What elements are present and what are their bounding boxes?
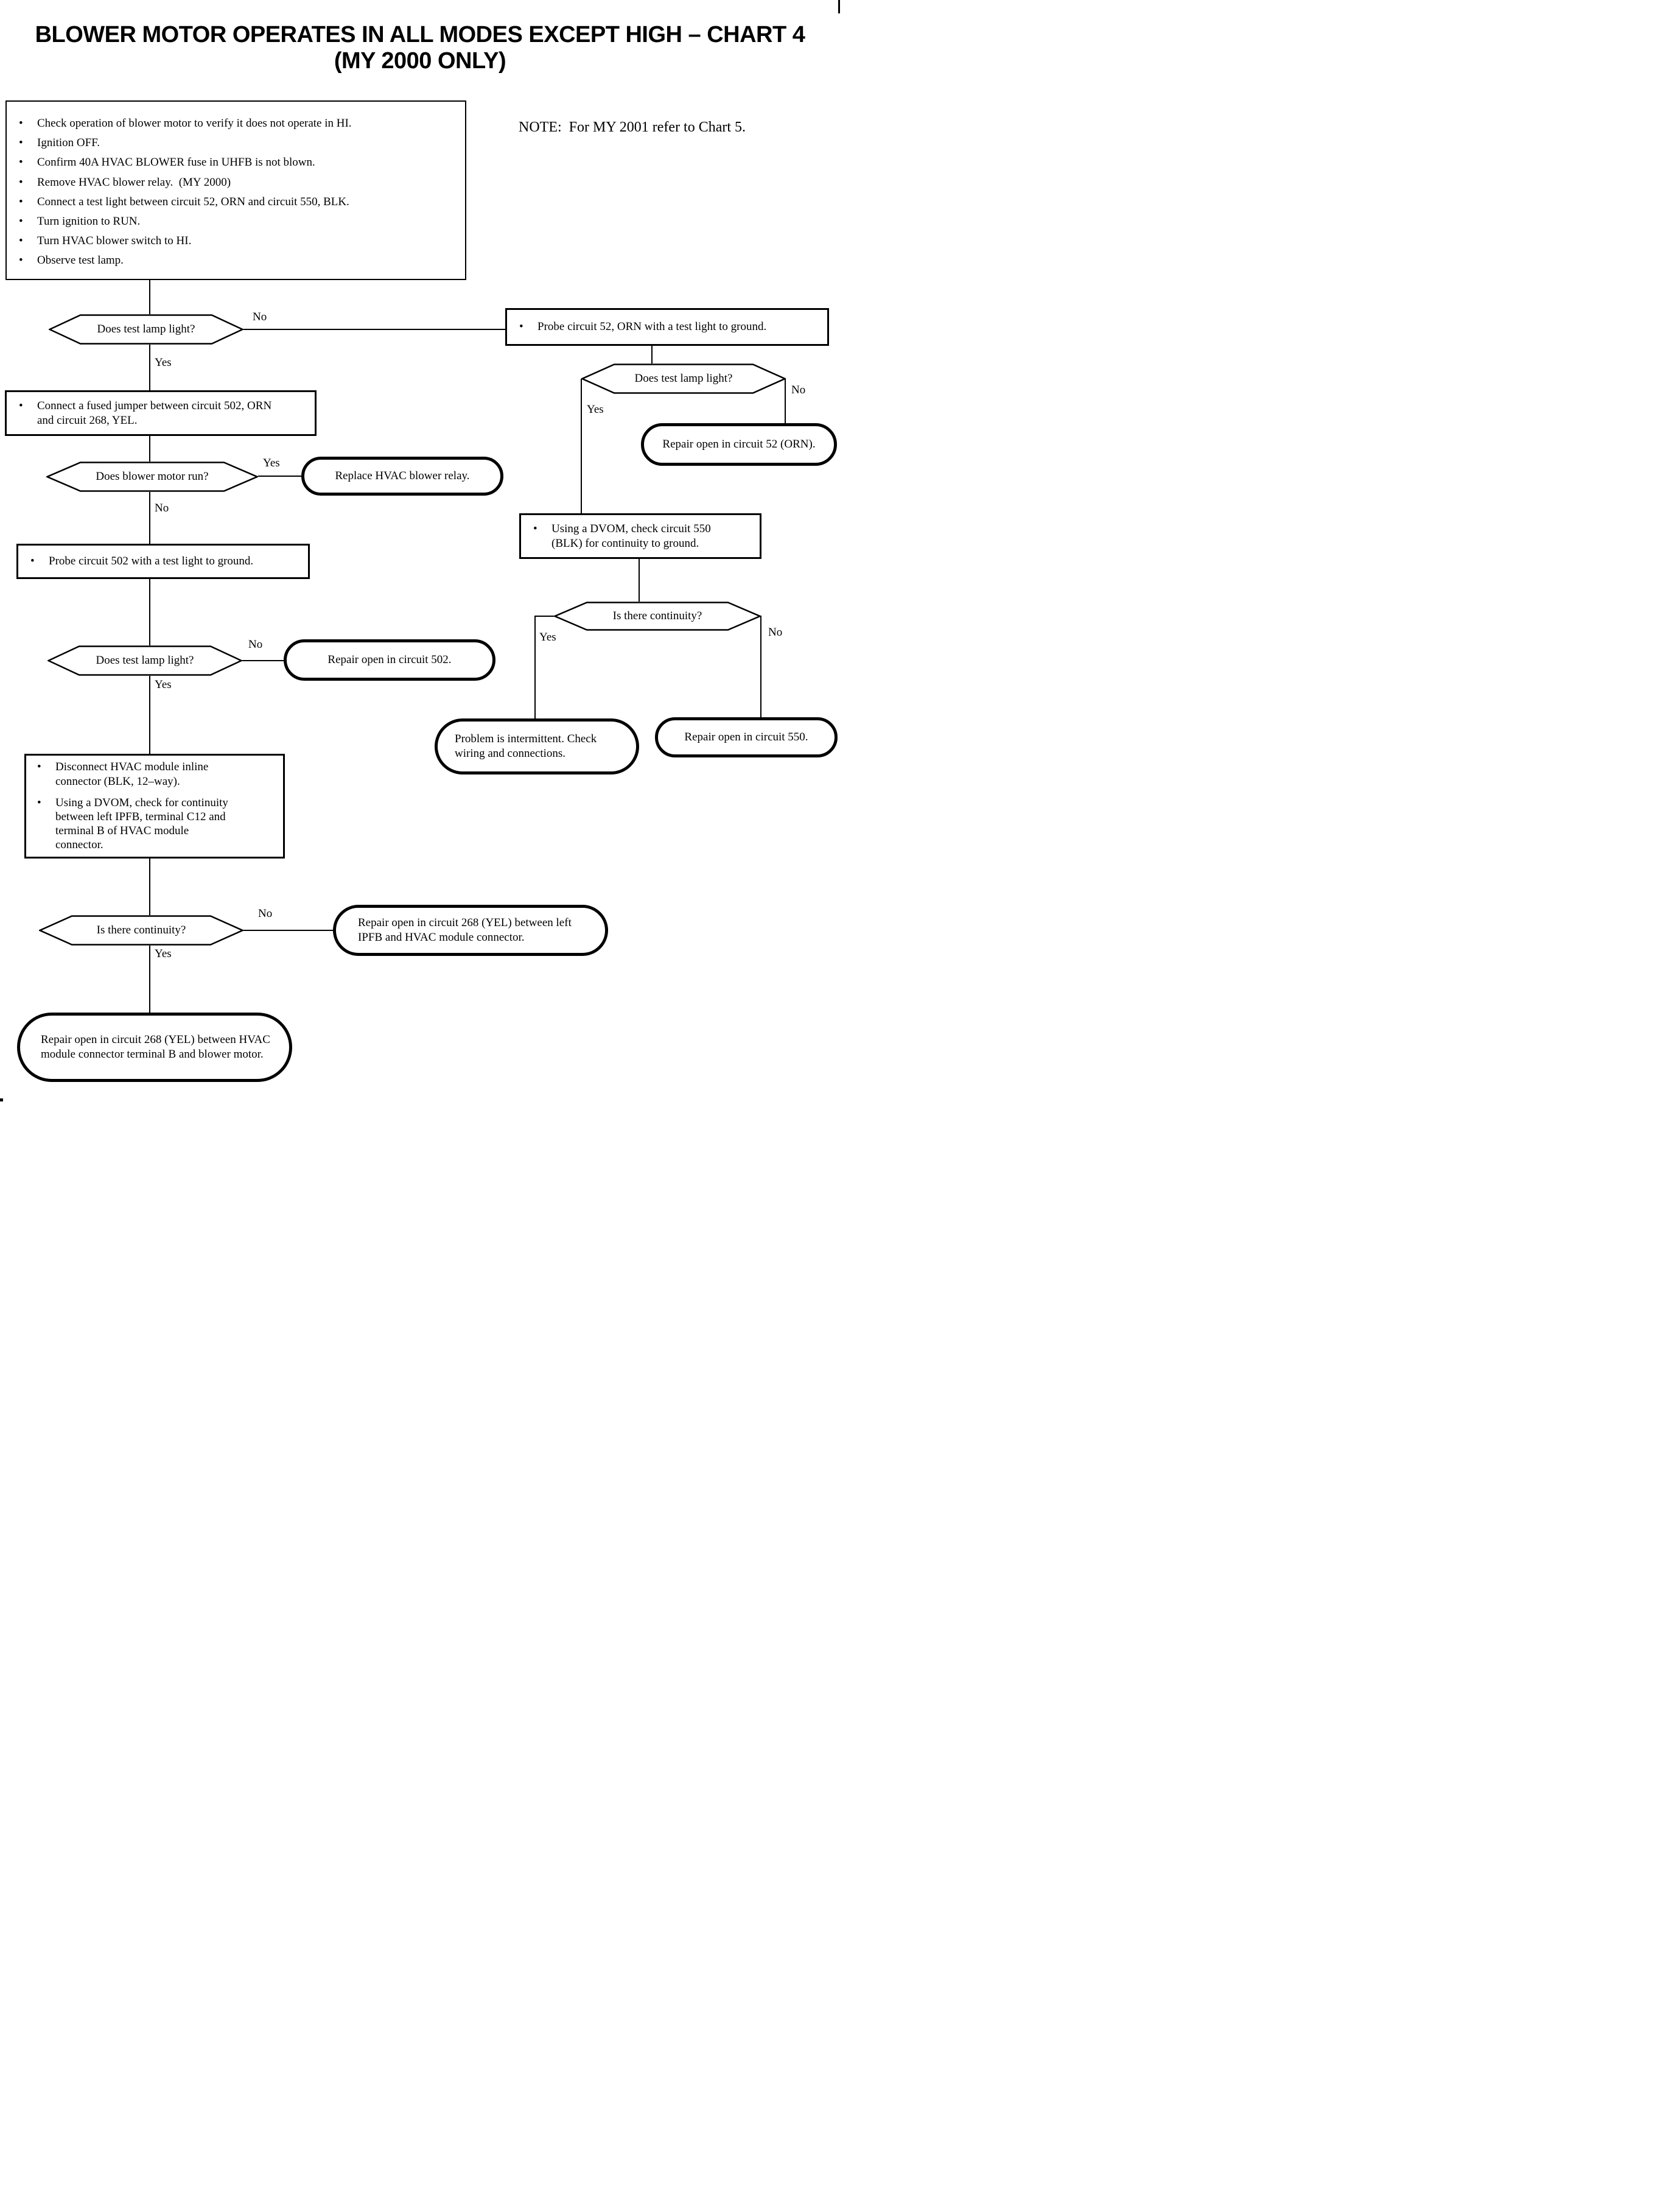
scan-artifact-top-right [838, 0, 840, 13]
branch-label-no: No [768, 626, 783, 639]
list-item [7, 116, 465, 130]
decision-question: Is there continuity? [96, 924, 186, 936]
note-text: NOTE: For MY 2001 refer to Chart 5. [519, 119, 746, 135]
bullet-icon: • [19, 156, 23, 169]
terminal-text: Replace HVAC blower relay. [335, 469, 470, 483]
dvom-check-550-box [519, 513, 761, 559]
page-title [0, 22, 840, 74]
branch-label-yes: Yes [587, 403, 604, 416]
connector-dcontleft-no [243, 930, 333, 931]
connector-dvom-to-dcont [639, 559, 640, 602]
list-item [7, 214, 465, 228]
instruction-text: Check operation of blower motor to verify it does not operate in HI. [37, 117, 352, 130]
problem-intermittent-terminal [435, 718, 639, 774]
branch-label-yes: Yes [155, 947, 172, 960]
branch-label-yes: Yes [155, 678, 172, 691]
repair-circuit-268-ipfb-terminal [333, 905, 608, 956]
decision-does-test-lamp-light-1 [49, 314, 243, 345]
terminal-text: Repair open in circuit 502. [327, 653, 452, 667]
branch-label-yes: Yes [155, 356, 172, 369]
bullet-icon: • [519, 320, 523, 334]
list-item [7, 136, 465, 150]
branch-label-no: No [253, 311, 267, 323]
connector-dcontright-no [760, 616, 761, 717]
connector-dcontright-yes-jog [534, 616, 554, 617]
instruction-text: Turn ignition to RUN. [37, 214, 141, 228]
decision-does-test-lamp-light-right [581, 363, 786, 394]
repair-circuit-502-terminal [284, 639, 495, 681]
connector-probe502-to-d2 [149, 579, 150, 645]
branch-label-no: No [248, 638, 263, 651]
terminal-text: Repair open in circuit 268 (YEL) between HVAC module connector terminal B and blower motor. [41, 1033, 273, 1061]
bullet-icon: • [19, 214, 23, 228]
decision-question: Does test lamp light? [634, 372, 733, 385]
bullet-icon: • [19, 136, 23, 150]
decision-question: Does test lamp light? [96, 654, 194, 667]
connector-d1-no [243, 329, 505, 330]
decision-is-there-continuity-right [554, 602, 761, 631]
bullet-icon: • [533, 522, 537, 536]
action-text: Using a DVOM, check circuit 550 (BLK) for continuity to ground. [551, 522, 714, 550]
bullet-icon: • [19, 399, 23, 413]
decision-does-blower-motor-run [46, 462, 258, 492]
terminal-text: Repair open in circuit 52 (ORN). [662, 438, 816, 451]
action-text: Disconnect HVAC module inline connector (BLK, 12–way). [55, 760, 212, 788]
list-item [7, 195, 465, 209]
repair-circuit-550-terminal [655, 717, 838, 757]
start-instructions-box [5, 100, 466, 280]
connector-dright-no [785, 379, 786, 423]
page-title-line2: (MY 2000 ONLY) [334, 47, 506, 74]
disconnect-module-box [24, 754, 285, 859]
replace-relay-terminal [301, 457, 503, 496]
bullet-icon: • [19, 117, 23, 130]
instruction-text: Confirm 40A HVAC BLOWER fuse in UHFB is not blown. [37, 156, 315, 169]
flowchart-canvas [0, 0, 840, 1104]
instruction-text: Observe test lamp. [37, 254, 124, 267]
bullet-icon: • [19, 254, 23, 267]
connector-dblower-no [149, 492, 150, 544]
terminal-text: Problem is intermittent. Check wiring and connections. [455, 732, 600, 760]
probe-circuit-502-box [16, 544, 310, 579]
branch-label-no: No [155, 502, 169, 514]
instruction-text: Ignition OFF. [37, 136, 100, 150]
fused-jumper-box [5, 390, 317, 436]
connector-d1-yes [149, 345, 150, 390]
bullet-icon: • [30, 555, 35, 568]
list-item [7, 234, 465, 248]
action-text: Connect a fused jumper between circuit 502, ORN and circuit 268, YEL. [37, 399, 275, 427]
action-text: Probe circuit 52, ORN with a test light to ground. [537, 320, 767, 334]
branch-label-yes: Yes [263, 457, 280, 469]
decision-question: Does test lamp light? [97, 323, 195, 335]
connector-d2-no [242, 660, 284, 661]
connector-probe52-to-d2 [651, 346, 653, 363]
connector-d2-yes [149, 676, 150, 754]
list-item [7, 175, 465, 189]
decision-does-test-lamp-light-2 [47, 645, 242, 676]
branch-label-yes: Yes [539, 631, 556, 644]
instruction-text: Turn HVAC blower switch to HI. [37, 234, 192, 248]
connector-dcontright-yes [534, 616, 536, 718]
terminal-text: Repair open in circuit 550. [684, 731, 808, 744]
branch-label-no: No [791, 384, 806, 396]
action-text: Probe circuit 502 with a test light to ground. [49, 555, 254, 568]
connector-disconnect-to-dcont [149, 859, 150, 915]
repair-circuit-268-blower-terminal [17, 1013, 292, 1082]
connector-dblower-yes [258, 476, 301, 477]
list-item [7, 155, 465, 169]
page-title-line1: BLOWER MOTOR OPERATES IN ALL MODES EXCEPT HIGH – CHART 4 [35, 22, 805, 47]
scan-artifact-bottom-left [0, 1098, 3, 1101]
decision-question: Is there continuity? [612, 609, 702, 622]
instruction-text: Remove HVAC blower relay. (MY 2000) [37, 175, 231, 189]
bullet-icon: • [19, 175, 23, 189]
connector-jumper-to-dblower [149, 436, 150, 462]
bullet-icon: • [37, 760, 41, 774]
branch-label-no: No [258, 907, 273, 920]
connector-start-to-d1 [149, 280, 150, 314]
terminal-text: Repair open in circuit 268 (YEL) between left IPFB and HVAC module connector. [358, 916, 575, 944]
connector-dcontleft-yes [149, 946, 150, 1013]
bullet-icon: • [37, 796, 41, 809]
bullet-icon: • [19, 195, 23, 208]
decision-is-there-continuity-left [39, 915, 243, 946]
action-text: Using a DVOM, check for continuity between left IPFB, terminal C12 and terminal B of HVAC module connector. [55, 796, 231, 852]
list-item [7, 253, 465, 267]
instruction-text: Connect a test light between circuit 52, ORN and circuit 550, BLK. [37, 195, 349, 208]
bullet-icon: • [19, 234, 23, 248]
decision-question: Does blower motor run? [96, 470, 209, 483]
connector-dright-yes [581, 379, 582, 513]
repair-circuit-52-terminal [641, 423, 837, 466]
probe-circuit-52-box [505, 308, 829, 346]
